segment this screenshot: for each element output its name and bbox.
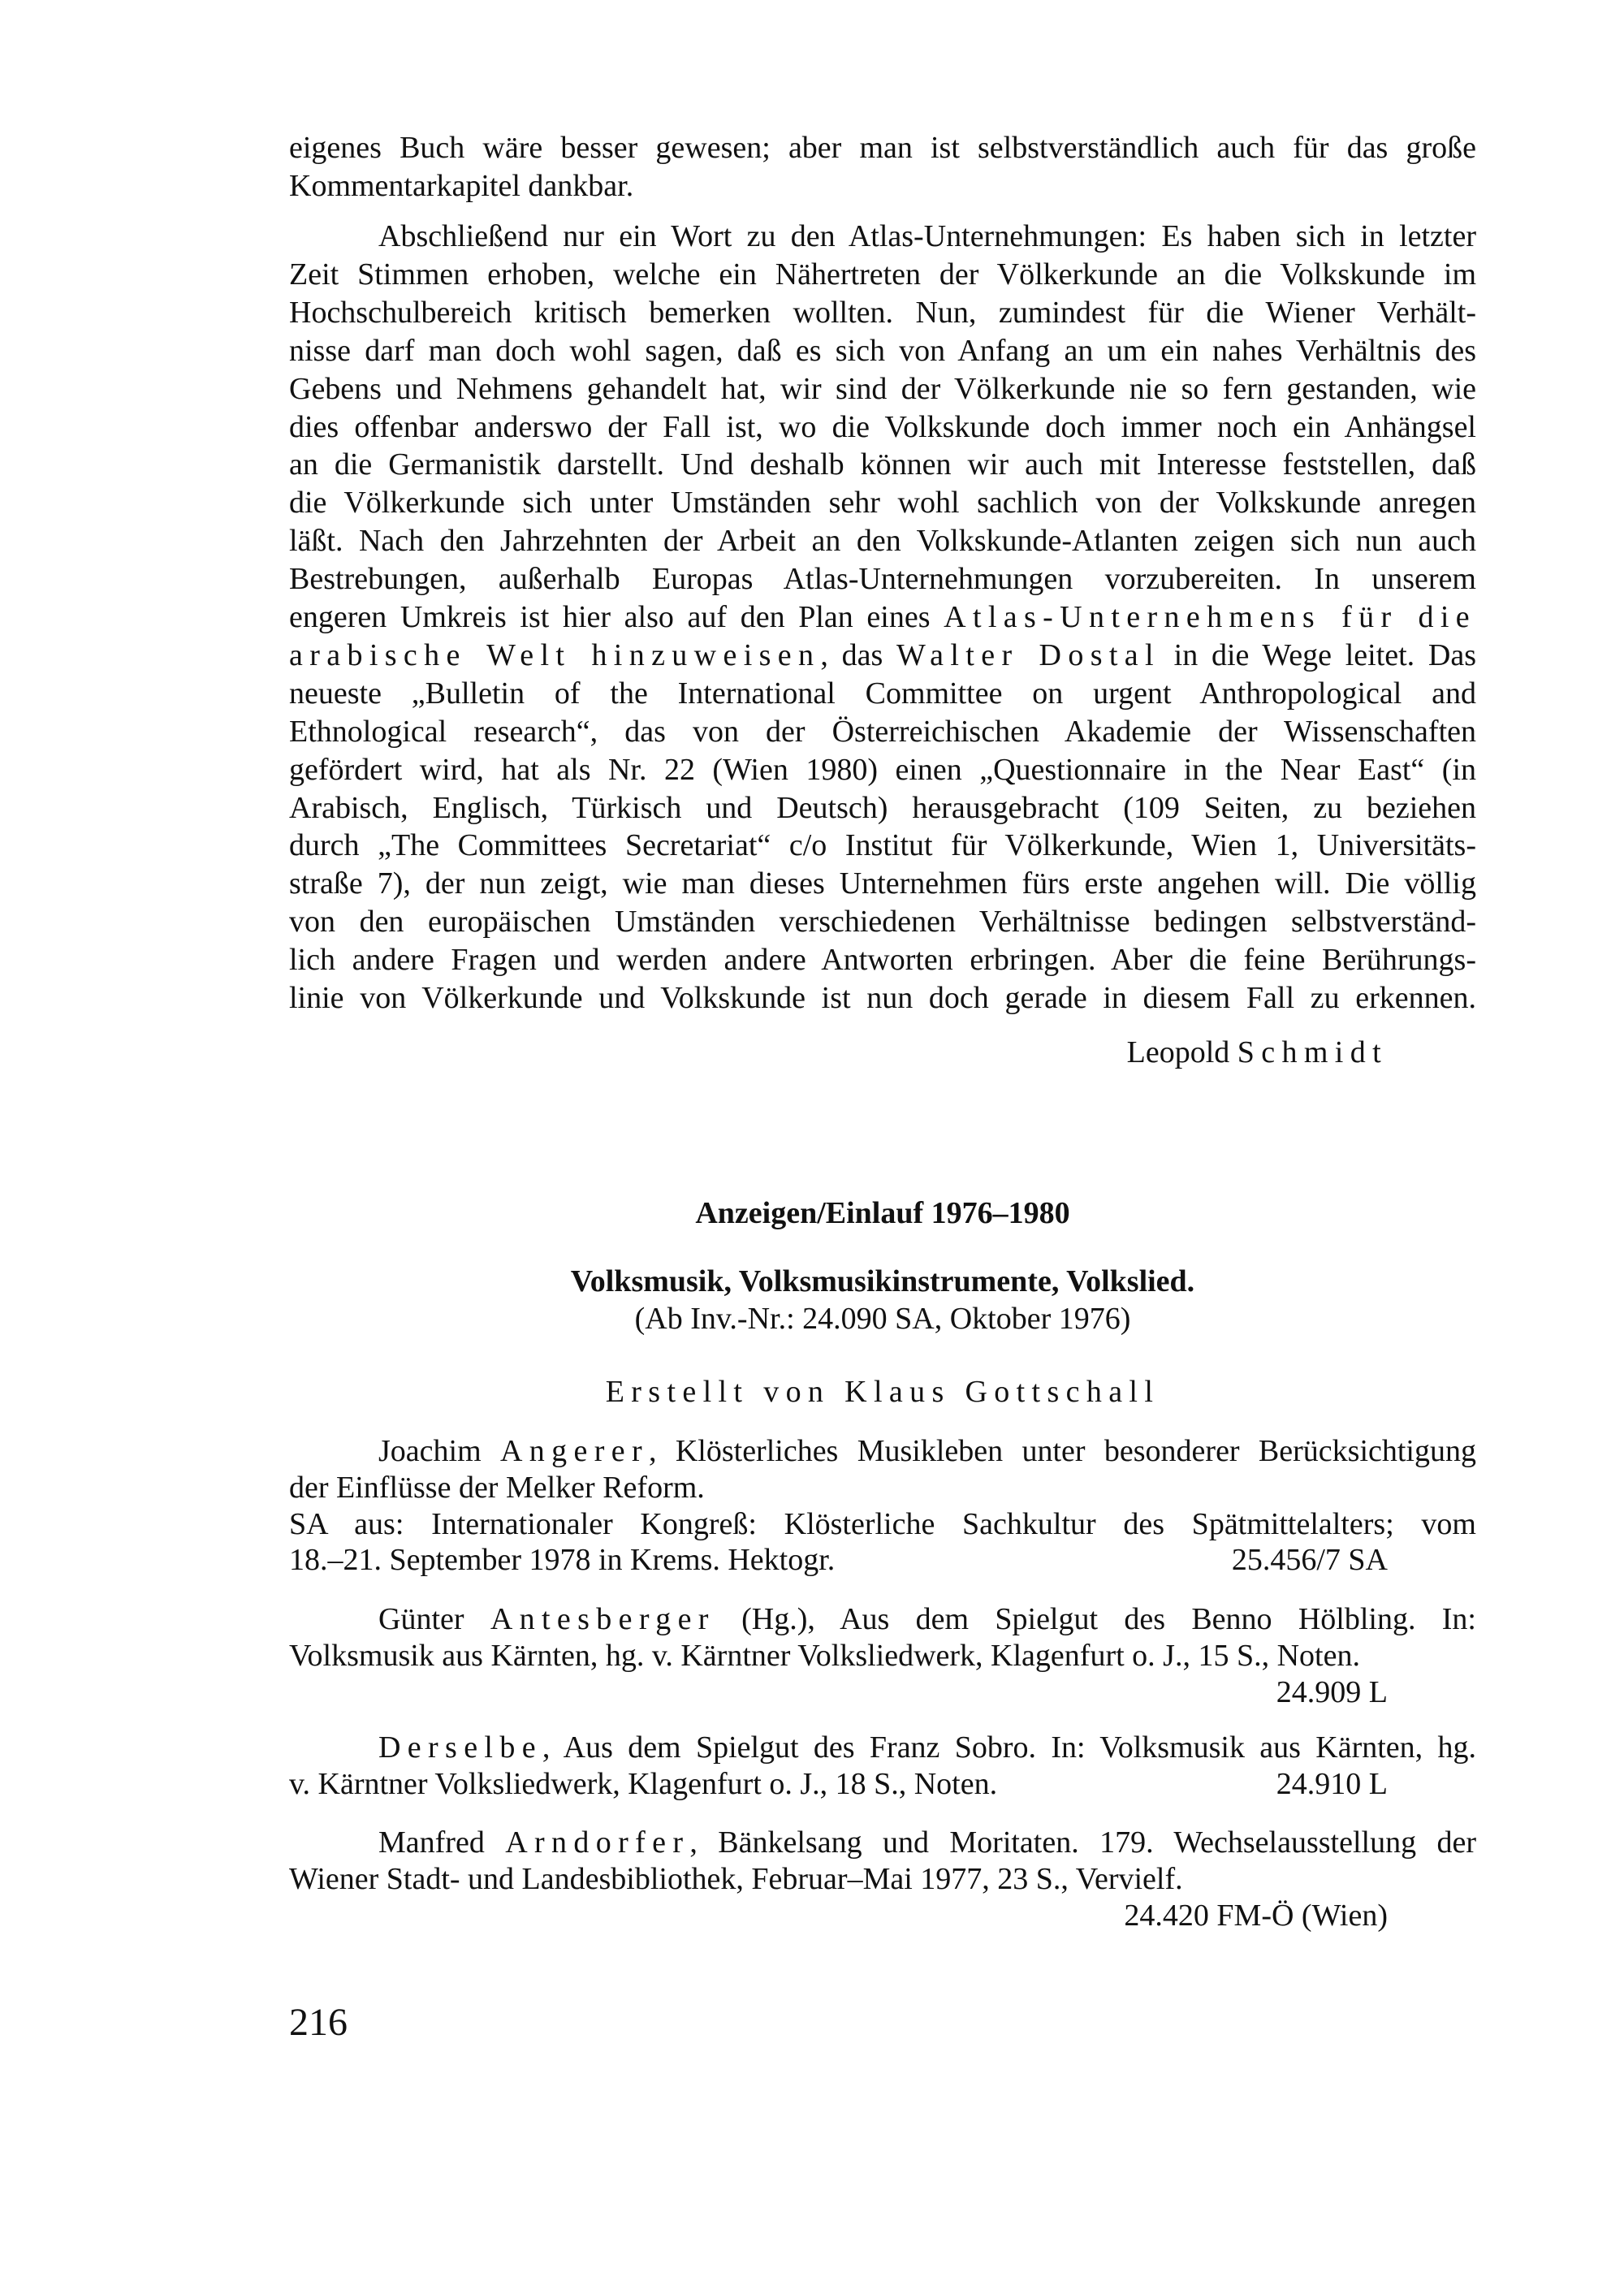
review-paragraph-2-line [289, 522, 1476, 559]
text-segment: nisse darf man doch wohl sagen, daß es sich von Anfang an um ein nahes Verhältnis des [289, 333, 1476, 368]
page-text-column [289, 0, 1476, 2281]
bibliography-entry-line [289, 1729, 1476, 1766]
bibliography-entry-line [289, 1541, 1476, 1579]
spaced-name: Angerer [499, 1434, 649, 1468]
text-segment: die Völkerkunde sich unter Umständen sehr wohl sachlich von der Volkskunde anregen [289, 486, 1476, 521]
review-paragraph-2-line [289, 218, 1476, 255]
text-segment: an die Germanistik darstellt. Und deshalb können wir auch mit Interesse feststellen, daß [289, 447, 1476, 482]
text-segment: Joachim [378, 1434, 500, 1468]
text-segment: Ethnological research“, das von der Österreichischen Akademie der Wissenschaften [289, 714, 1476, 749]
bibliography-entry-line [289, 1601, 1476, 1638]
text-segment: engeren Umkreis ist hier also auf den Plan eines [289, 600, 944, 634]
text-segment: Kommentarkapitel dankbar. [289, 168, 634, 203]
text-segment: straße 7), der nun zeigt, wie man dieses Unternehmen fürs erste angehen will. Die völlig [289, 866, 1476, 901]
review-paragraph-2-line [289, 370, 1476, 408]
review-paragraph-2-line [289, 598, 1476, 636]
section-range-line [289, 1300, 1476, 1337]
spaced-name: Derselbe [378, 1730, 542, 1765]
section-title-line [289, 1263, 1476, 1300]
review-paragraph-2-line [289, 865, 1476, 902]
review-paragraph-2-line [289, 903, 1476, 940]
spaced-name: Arndorfer [505, 1825, 690, 1860]
text-segment: eigenes Buch wäre besser gewesen; aber man ist selbstverständlich auch für das große [289, 131, 1476, 165]
review-paragraph-1-line [289, 167, 1476, 205]
spaced-name: Walter Dostal [896, 637, 1160, 672]
text-segment: Anzeigen/Einlauf 1976–1980 [695, 1196, 1070, 1230]
bibliography-entry-line [289, 1765, 1476, 1803]
bibliography-entry-line [289, 1637, 1476, 1674]
text-segment: , Klösterliches Musikleben unter besonderer Berücksichtigung [649, 1434, 1476, 1468]
review-paragraph-2-line [289, 484, 1476, 521]
text-segment: , Aus dem Spielgut des Franz Sobro. In: Volksmusik aus Kärnten, hg. [542, 1730, 1476, 1765]
spaced-name: Erstellt von Klaus Gottschall [605, 1375, 1160, 1409]
signature-line [1127, 1034, 1388, 1071]
bibliography-entry-line [289, 1860, 1476, 1898]
text-segment: Volksmusik aus Kärnten, hg. v. Kärntner Volksliedwerk, Klagenfurt o. J., 15 S., Noten. [289, 1638, 1360, 1673]
bibliography-entry-line [289, 1897, 1476, 1934]
text-segment: dies offenbar anderswo der Fall ist, wo die Volkskunde doch immer noch ein Anhängsel [289, 409, 1476, 444]
spaced-name: arabische Welt hinzuweisen [289, 637, 821, 672]
bibliography-entry-line [289, 1469, 1476, 1506]
bibliography-entry-line [289, 1432, 1476, 1470]
text-segment: Arabisch, Englisch, Türkisch und Deutsch) herausgebracht (109 Seiten, zu beziehen [289, 790, 1476, 825]
call-number: 24.910 L [1276, 1766, 1388, 1801]
text-segment: lich andere Fragen und werden andere Antworten erbringen. Aber die feine Berührungs- [289, 943, 1476, 978]
review-paragraph-2-line [289, 789, 1476, 827]
listing-title-line [289, 1195, 1476, 1232]
text-segment: Gebens und Nehmens gehandelt hat, wir sind der Völkerkunde nie so fern gestanden, wie [289, 371, 1476, 406]
review-paragraph-2-line [289, 713, 1476, 750]
text-segment: der Einflüsse der Melker Reform. [289, 1470, 705, 1505]
review-paragraph-2-line [289, 827, 1476, 864]
review-paragraph-2-line [289, 675, 1476, 712]
text-segment: Wiener Stadt- und Landesbibliothek, Februar–Mai 1977, 23 S., Vervielf. [289, 1861, 1183, 1896]
review-paragraph-2-line [289, 408, 1476, 446]
text-segment: , Bänkelsang und Moritaten. 179. Wechselausstellung der [689, 1825, 1476, 1860]
review-paragraph-2-line [289, 637, 1476, 674]
text-segment: Manfred [378, 1825, 506, 1860]
review-paragraph-2-line [289, 941, 1476, 978]
review-paragraph-2-line [289, 751, 1476, 788]
text-segment: Bestrebungen, außerhalb Europas Atlas-Unternehmungen vorzubereiten. In unserem [289, 562, 1476, 597]
text-segment: läßt. Nach den Jahrzehnten der Arbeit an den Volkskunde-Atlanten zeigen sich nun auch [289, 524, 1476, 559]
text-segment: Leopold [1126, 1035, 1237, 1069]
text-segment: gefördert wird, hat als Nr. 22 (Wien 1980) einen „Questionnaire in the Near East“ (in [289, 752, 1476, 787]
text-segment: Günter [378, 1602, 490, 1636]
review-paragraph-2-line [289, 332, 1476, 369]
spaced-name: Antesberger [490, 1602, 715, 1636]
text-segment: neueste „Bulletin of the International Committee on urgent Anthropological and [289, 676, 1476, 711]
bibliography-entry-line [289, 1674, 1476, 1711]
text-segment: SA aus: Internationaler Kongreß: Klösterliche Sachkultur des Spätmittelalters; vom [289, 1506, 1476, 1541]
text-segment: von den europäischen Umständen verschiedenen Verhältnisse bedingen selbstverständ- [289, 905, 1476, 940]
text-segment: 18.–21. September 1978 in Krems. Hektogr. [289, 1543, 836, 1578]
call-number: 24.909 L [1276, 1674, 1388, 1709]
compiler-credit-line [289, 1373, 1476, 1411]
bibliography-entry-line [289, 1506, 1476, 1543]
call-number: 24.420 FM-Ö (Wien) [1124, 1898, 1388, 1933]
call-number: 25.456/7 SA [1231, 1543, 1388, 1578]
spaced-name: Schmidt [1237, 1035, 1388, 1069]
review-paragraph-2-line [289, 560, 1476, 598]
review-paragraph-2-line [289, 294, 1476, 331]
text-segment: (Hg.), Aus dem Spielgut des Benno Hölbling. In: [715, 1602, 1476, 1636]
text-segment: Hochschulbereich kritisch bemerken wollten. Nun, zumindest für die Wiener Verhält- [289, 295, 1476, 330]
text-segment: Zeit Stimmen erhoben, welche ein Nähertreten der Völkerkunde an die Volkskunde im [289, 257, 1476, 292]
text-segment: , das [820, 637, 896, 672]
text-segment: durch „The Committees Secretariat“ c/o Institut für Völkerkunde, Wien 1, Universitäts- [289, 828, 1476, 863]
text-segment: (Ab Inv.-Nr.: 24.090 SA, Oktober 1976) [634, 1302, 1131, 1336]
text-segment: Abschließend nur ein Wort zu den Atlas-Unternehmungen: Es haben sich in letzter [378, 219, 1476, 253]
review-paragraph-2-line [289, 446, 1476, 483]
page-number: 216 [289, 2001, 348, 2044]
bibliography-entry-line [289, 1824, 1476, 1861]
text-segment: in die Wege leitet. Das [1160, 637, 1477, 672]
review-paragraph-2-line [289, 979, 1476, 1017]
review-paragraph-2-line [289, 256, 1476, 293]
text-segment: v. Kärntner Volksliedwerk, Klagenfurt o. J., 18 S., Noten. [289, 1766, 998, 1801]
text-segment: Volksmusik, Volksmusikinstrumente, Volkslied. [570, 1264, 1195, 1298]
review-paragraph-1-line [289, 129, 1476, 166]
text-segment: linie von Völkerkunde und Volkskunde ist nun doch gerade in diesem Fall zu erkennen. [289, 981, 1476, 1015]
spaced-name: Atlas-Unternehmens für die [944, 600, 1476, 634]
